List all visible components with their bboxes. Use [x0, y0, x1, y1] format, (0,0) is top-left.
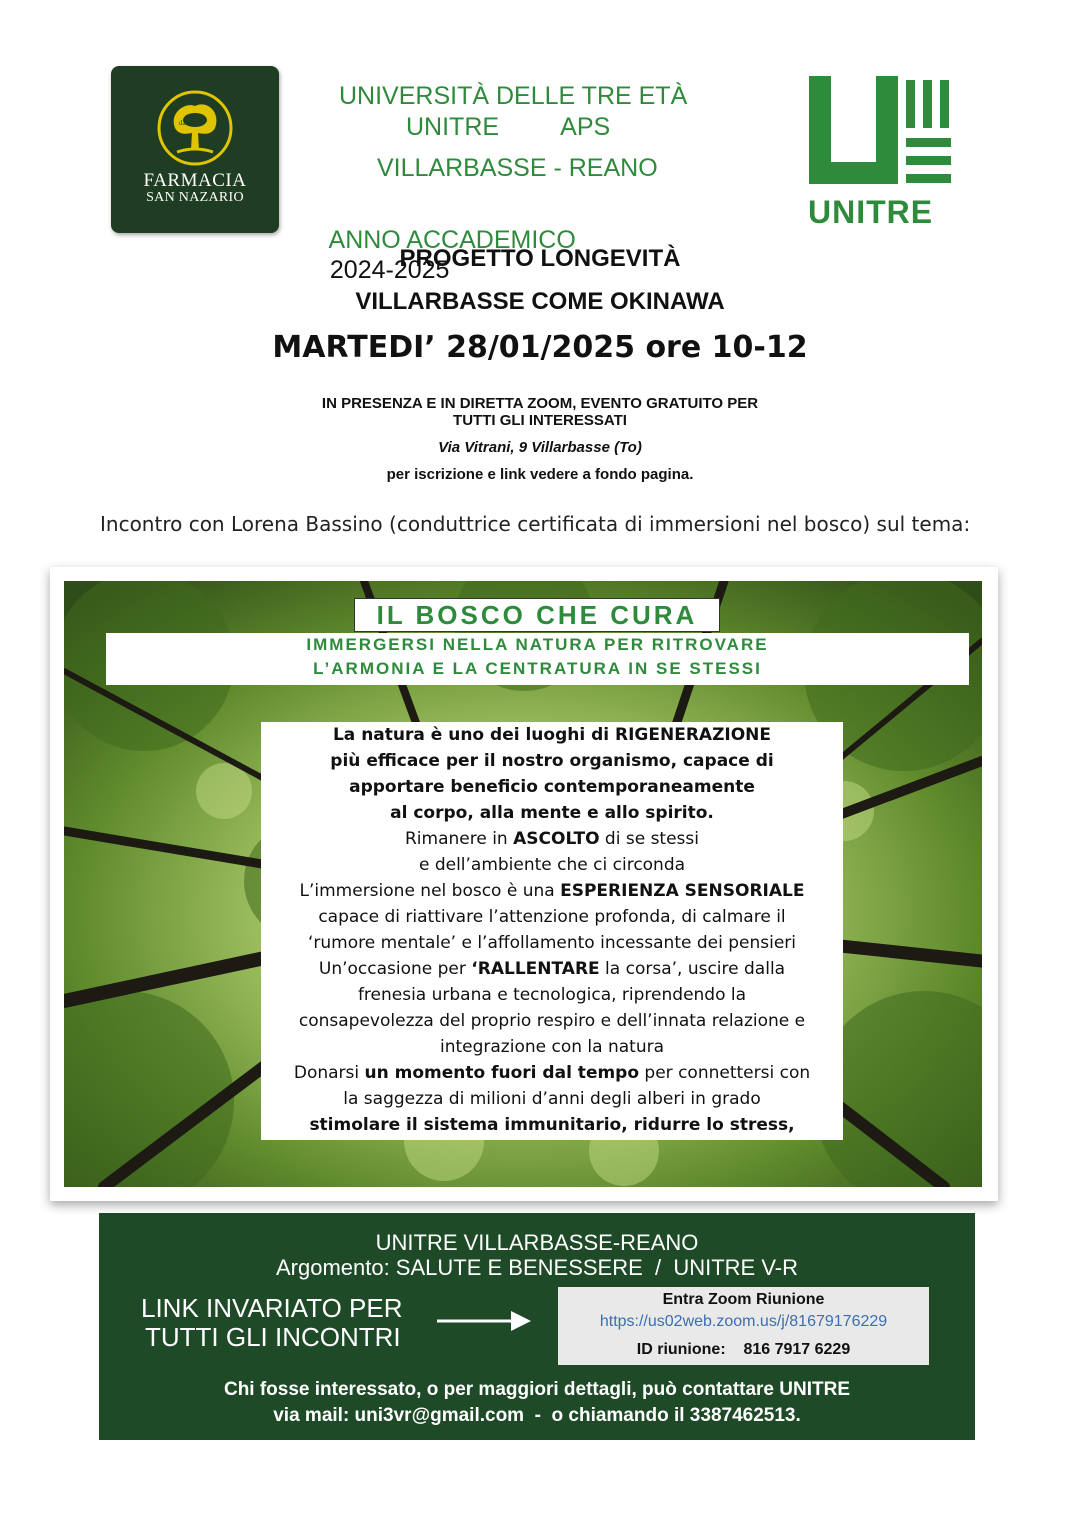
body-line: la saggezza di milioni d’anni degli alberi in grado — [343, 1089, 761, 1109]
project-title: PROGETTO LONGEVITÀ — [399, 245, 681, 272]
body-emphasis: ESPERIENZA SENSORIALE — [560, 881, 805, 901]
body-line: integrazione con la natura — [439, 1037, 664, 1057]
body-line: al corpo, alla mente e allo spirito. — [390, 803, 714, 823]
unitre-logo-text: UNITRE — [808, 194, 934, 230]
unitre-logo — [806, 76, 956, 228]
body-emphasis: ‘RALLENTARE — [471, 959, 600, 979]
header-line2: UNITRE APS — [406, 113, 611, 141]
body-line: più efficace per il nostro organismo, capace di — [330, 751, 774, 771]
event-address: Via Vitrani, 9 Villarbasse (To) — [438, 439, 642, 456]
forest-card — [50, 567, 998, 1201]
body-line: ‘rumore mentale’ e l’affollamento incessante dei pensieri — [307, 933, 796, 953]
footer-banner — [99, 1213, 975, 1440]
body-emphasis: un momento fuori dal tempo — [364, 1063, 640, 1083]
pharmacy-name-line2: SAN NAZARIO — [146, 190, 244, 205]
footer-org: UNITRE VILLARBASSE-REANO — [375, 1230, 699, 1255]
body-line: La natura è uno dei luoghi di RIGENERAZIONE — [332, 725, 772, 745]
body-line: consapevolezza del proprio respiro e dell’innata relazione e — [298, 1011, 806, 1031]
pharmacy-name-line1: FARMACIA — [143, 170, 247, 191]
body-line: la corsa’, uscire dalla — [599, 959, 786, 979]
farmacia-logo — [111, 66, 279, 233]
zoom-info-box — [558, 1287, 929, 1365]
tagline-line1: IMMERGERSI NELLA NATURA PER RITROVARE — [306, 635, 769, 654]
body-line: L’immersione nel bosco è una — [299, 881, 561, 901]
body-line: per connettersi con — [639, 1063, 811, 1083]
body-line: Rimanere in — [404, 829, 514, 849]
zoom-link[interactable]: https://us02web.zoom.us/j/81679176229 — [599, 1313, 888, 1330]
since-label: dal 1696 — [179, 119, 204, 127]
card-tagline — [106, 633, 969, 685]
header-line3: VILLARBASSE - REANO — [377, 154, 658, 182]
zoom-title: Entra Zoom Riunione — [662, 1291, 825, 1308]
academic-year: 2024-2025 — [329, 256, 450, 284]
contact-line1: Chi fosse interessato, o per maggiori dettagli, può contattare UNITRE — [223, 1379, 851, 1400]
zoom-meeting-id — [558, 1341, 929, 1359]
body-emphasis: ASCOLTO — [513, 829, 600, 849]
link-label-line2: TUTTI GLI INCONTRI — [145, 1322, 401, 1352]
forest-image — [64, 581, 982, 1187]
olive-tree-icon — [155, 88, 235, 168]
card-body — [261, 722, 843, 1140]
body-line: frenesia urbana e tecnologica, riprendendo la — [357, 985, 747, 1005]
event-mode-line2: TUTTI GLI INTERESSATI — [453, 412, 627, 429]
link-label-line1: LINK INVARIATO PER — [141, 1293, 403, 1323]
event-mode-line1: IN PRESENZA E IN DIRETTA ZOOM, EVENTO GRATUITO PER — [321, 395, 759, 412]
body-line: Un’occasione per — [318, 959, 472, 979]
arrow-right-icon — [437, 1309, 531, 1333]
body-line: capace di riattivare l’attenzione profonda, di calmare il — [318, 907, 786, 927]
body-line: e dell’ambiente che ci circonda — [418, 855, 686, 875]
signup-note: per iscrizione e link vedere a fondo pagina. — [386, 466, 694, 483]
zoom-id-label: ID riunione: — [636, 1341, 726, 1358]
contact-line2: via mail: uni3vr@gmail.com - o chiamando il 3387462513. — [273, 1405, 801, 1426]
unitre-mark-icon — [806, 76, 956, 188]
card-title: IL BOSCO CHE CURA — [354, 598, 720, 632]
body-line: apportare beneficio contemporaneamente — [349, 777, 755, 797]
project-subtitle: VILLARBASSE COME OKINAWA — [355, 288, 725, 315]
body-line: di se stessi — [599, 829, 699, 849]
header-line1: UNIVERSITÀ DELLE TRE ETÀ — [339, 82, 688, 110]
intro-text: Incontro con Lorena Bassino (conduttrice certificata di immersioni nel bosco) sul tema: — [100, 512, 971, 536]
academic-year-prefix: ANNO ACCADEMICO — [328, 226, 576, 254]
zoom-id-value: 816 7917 6229 — [743, 1341, 851, 1358]
footer-topic: Argomento: SALUTE E BENESSERE / UNITRE V-R — [275, 1255, 799, 1280]
body-line: stimolare il sistema immunitario, ridurre lo stress, — [309, 1115, 795, 1135]
body-line: Donarsi — [293, 1063, 365, 1083]
event-datetime: MARTEDI’ 28/01/2025 ore 10-12 — [272, 330, 808, 365]
tagline-line2: L’ARMONIA E LA CENTRATURA IN SE STESSI — [313, 659, 762, 678]
